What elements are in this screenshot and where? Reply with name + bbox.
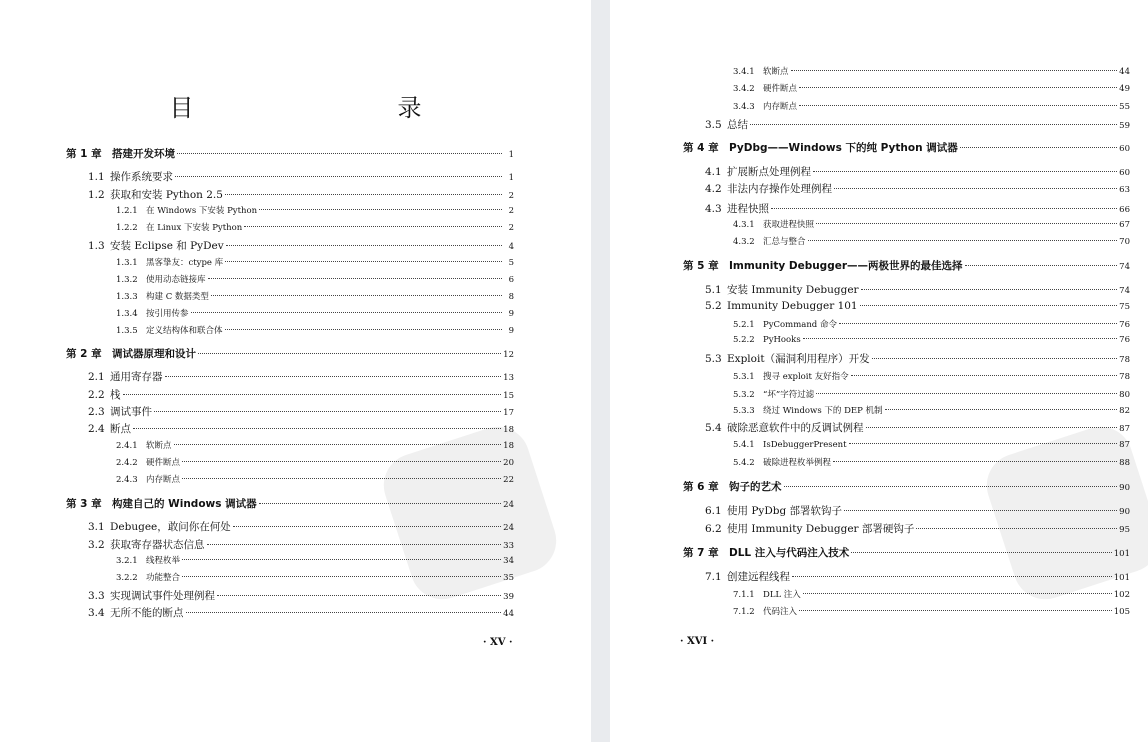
- toc-text: PyHooks: [763, 335, 801, 345]
- toc-leader-dots: [866, 427, 1118, 428]
- toc-text: 黑客挚友：ctype 库: [146, 258, 224, 268]
- toc-leader-dots: [244, 226, 502, 227]
- toc-subsection: [116, 324, 514, 336]
- toc-text: 使用 Immunity Debugger 部署硬钩子: [727, 523, 915, 535]
- toc-subsection: [116, 273, 514, 285]
- toc-leader-dots: [916, 528, 1117, 529]
- toc-page-number: 18: [503, 441, 514, 451]
- toc-page-number: 76: [1119, 320, 1130, 330]
- toc-page-number: 6: [508, 275, 514, 285]
- toc-number: 1.2.1: [116, 206, 138, 216]
- toc-leader-dots: [174, 444, 502, 445]
- toc-text: 搜寻 exploit 友好指令: [763, 372, 849, 382]
- toc-leader-dots: [872, 358, 1118, 359]
- toc-leader-dots: [211, 295, 502, 296]
- toc-chapter: [683, 545, 1130, 560]
- toc-leader-dots: [792, 576, 1112, 577]
- toc-text: 内存断点: [146, 475, 181, 485]
- toc-number: 5.3.1: [733, 372, 755, 382]
- toc-page-number: 87: [1119, 424, 1130, 434]
- toc-section: [88, 519, 514, 534]
- toc-page-number: 8: [508, 292, 514, 302]
- toc-number: 3.2: [88, 539, 105, 551]
- toc-number: 5.2: [705, 300, 722, 312]
- toc-section: [705, 569, 1130, 584]
- toc-number: 5.1: [705, 284, 722, 296]
- toc-text: 进程快照: [727, 203, 769, 215]
- toc-section: [88, 238, 514, 253]
- toc-text: 扩展断点处理例程: [727, 166, 811, 178]
- toc-page-number: 95: [1119, 525, 1130, 535]
- toc-text: 按引用传参: [146, 309, 189, 319]
- toc-chapter: [66, 146, 514, 161]
- toc-section: [705, 521, 1130, 536]
- toc-leader-dots: [191, 312, 502, 313]
- toc-number: 第 6 章: [683, 481, 719, 493]
- toc-page-number: 2: [508, 223, 514, 233]
- toc-number: 4.3.2: [733, 237, 755, 247]
- toc-leader-dots: [799, 87, 1117, 88]
- toc-text: 安装 Eclipse 和 PyDev: [110, 240, 224, 252]
- toc-text: 硬件断点: [146, 458, 181, 468]
- toc-section: [705, 181, 1130, 196]
- toc-number: 5.3.3: [733, 406, 755, 416]
- toc-number: 1.3.2: [116, 275, 138, 285]
- toc-leader-dots: [175, 176, 502, 177]
- toc-page-number: 44: [503, 609, 514, 619]
- toc-subsection: [116, 456, 514, 468]
- toc-text: 汇总与整合: [763, 237, 806, 247]
- toc-leader-dots: [208, 278, 502, 279]
- toc-number: 3.4: [88, 607, 105, 619]
- toc-subsection: [116, 204, 514, 216]
- toc-leader-dots: [207, 544, 502, 545]
- toc-chapter: [66, 346, 514, 361]
- toc-page-number: 88: [1119, 458, 1130, 468]
- toc-text: 线程枚举: [146, 556, 181, 566]
- toc-number: 5.2.1: [733, 320, 755, 330]
- toc-subsection: [116, 571, 514, 583]
- toc-leader-dots: [123, 394, 502, 395]
- toc-leader-dots: [833, 461, 1117, 462]
- toc-number: 4.3.1: [733, 220, 755, 230]
- toc-leader-dots: [771, 208, 1117, 209]
- toc-leader-dots: [965, 265, 1118, 266]
- toc-leader-dots: [799, 105, 1117, 106]
- toc-leader-dots: [851, 552, 1112, 553]
- toc-leader-dots: [849, 443, 1118, 444]
- toc-chapter: [683, 479, 1130, 494]
- toc-leader-dots: [750, 124, 1117, 125]
- toc-number: 4.2: [705, 183, 722, 195]
- toc-subsection: [116, 290, 514, 302]
- toc-section: [705, 164, 1130, 179]
- toc-subsection: [733, 100, 1130, 112]
- toc-page-number: 105: [1113, 607, 1130, 617]
- toc-subsection: [733, 588, 1130, 600]
- toc-subsection: [733, 456, 1130, 468]
- toc-subsection: [116, 221, 514, 233]
- toc-number: 7.1.1: [733, 590, 755, 600]
- toc-text: 在 Windows 下安装 Python: [146, 206, 258, 216]
- toc-page-number: 74: [1119, 262, 1130, 272]
- toc-text: 实现调试事件处理例程: [110, 590, 215, 602]
- toc-text: 操作系统要求: [110, 171, 173, 183]
- toc-subsection: [733, 388, 1130, 400]
- toc-text: 破除恶意软件中的反调试例程: [727, 422, 864, 434]
- toc-text: 获取寄存器状态信息: [110, 539, 205, 551]
- toc-page-number: 101: [1113, 573, 1130, 583]
- toc-number: 3.2.1: [116, 556, 138, 566]
- toc-page-number: 60: [1119, 168, 1130, 178]
- toc-number: 6.1: [705, 505, 722, 517]
- toc-leader-dots: [177, 153, 502, 154]
- toc-page-number: 1: [508, 150, 514, 160]
- toc-text: 软断点: [146, 441, 172, 451]
- toc-number: 2.4.3: [116, 475, 138, 485]
- toc-subsection: [733, 65, 1130, 77]
- toc-leader-dots: [165, 376, 502, 377]
- toc-text: Exploit（漏洞利用程序）开发: [727, 353, 870, 365]
- toc-number: 4.1: [705, 166, 722, 178]
- toc-number: 2.4.2: [116, 458, 138, 468]
- toc-page-number: 13: [503, 373, 514, 383]
- toc-subsection: [733, 404, 1130, 416]
- toc-page-number: 76: [1119, 335, 1130, 345]
- toc-text: 总结: [727, 119, 748, 131]
- toc-page-number: 49: [1119, 84, 1130, 94]
- toc-page-number: 17: [503, 408, 514, 418]
- toc-leader-dots: [808, 240, 1118, 241]
- toc-page-number: 67: [1119, 220, 1130, 230]
- toc-leader-dots: [225, 261, 502, 262]
- toc-text: 创建远程线程: [727, 571, 790, 583]
- toc-text: 绕过 Windows 下的 DEP 机制: [763, 406, 883, 416]
- toc-leader-dots: [851, 375, 1118, 376]
- toc-leader-dots: [839, 323, 1117, 324]
- toc-page-number: 80: [1119, 390, 1130, 400]
- toc-page-number: 15: [503, 391, 514, 401]
- toc-leader-dots: [861, 289, 1118, 290]
- toc-number: 2.1: [88, 371, 105, 383]
- toc-text: 安装 Immunity Debugger: [727, 284, 859, 296]
- toc-text: 断点: [110, 423, 131, 435]
- toc-number: 1.2: [88, 189, 105, 201]
- toc-number: 第 7 章: [683, 547, 719, 559]
- toc-text: Immunity Debugger——两极世界的最佳选择: [729, 260, 963, 272]
- toc-subsection: [116, 439, 514, 451]
- toc-page-number: 9: [508, 309, 514, 319]
- toc-leader-dots: [259, 503, 502, 504]
- toc-page-number: 12: [503, 350, 514, 360]
- toc-text: Immunity Debugger 101: [727, 300, 858, 312]
- toc-leader-dots: [182, 478, 501, 479]
- toc-page-number: 9: [508, 326, 514, 336]
- toc-number: 5.2.2: [733, 335, 755, 345]
- toc-page-number: 101: [1113, 549, 1130, 559]
- toc-text: 在 Linux 下安装 Python: [146, 223, 243, 233]
- toc-text: 构建自己的 Windows 调试器: [112, 498, 257, 510]
- toc-page-number: 70: [1119, 237, 1130, 247]
- toc-number: 5.3.2: [733, 390, 755, 400]
- toc-number: 1.3.3: [116, 292, 138, 302]
- toc-text: 获取进程快照: [763, 220, 815, 230]
- toc-number: 3.5: [705, 119, 722, 131]
- toc-subsection: [116, 554, 514, 566]
- toc-text: 钩子的艺术: [729, 481, 782, 493]
- toc-page-number: 33: [503, 541, 514, 551]
- toc-number: 第 2 章: [66, 348, 102, 360]
- toc-title: 目 录: [169, 94, 474, 122]
- toc-page-number: 75: [1119, 302, 1130, 312]
- toc-subsection: [733, 370, 1130, 382]
- toc-text: 功能整合: [146, 573, 181, 583]
- toc-number: 5.4: [705, 422, 722, 434]
- toc-section: [88, 421, 514, 436]
- toc-text: 搭建开发环境: [112, 148, 175, 160]
- toc-leader-dots: [799, 610, 1112, 611]
- toc-text: 硬件断点: [763, 84, 798, 94]
- toc-section: [705, 420, 1130, 435]
- toc-page-number: 78: [1119, 355, 1130, 365]
- toc-leader-dots: [834, 188, 1117, 189]
- toc-subsection: [116, 307, 514, 319]
- toc-page-number: 18: [503, 425, 514, 435]
- toc-leader-dots: [803, 593, 1112, 594]
- toc-leader-dots: [813, 171, 1117, 172]
- toc-number: 1.2.2: [116, 223, 138, 233]
- toc-number: 3.4.1: [733, 67, 755, 77]
- toc-page-number: 66: [1119, 205, 1130, 215]
- toc-page-number: 5: [508, 258, 514, 268]
- toc-page-number: 102: [1113, 590, 1130, 600]
- toc-text: PyDbg——Windows 下的纯 Python 调试器: [729, 142, 958, 154]
- toc-subsection: [733, 318, 1130, 330]
- toc-page-number: 60: [1119, 144, 1130, 154]
- toc-page-number: 4: [508, 242, 514, 252]
- toc-number: 7.1: [705, 571, 722, 583]
- toc-page-number: 78: [1119, 372, 1130, 382]
- toc-leader-dots: [225, 194, 502, 195]
- page-footer-right: · XVI ·: [680, 636, 715, 647]
- toc-number: 3.2.2: [116, 573, 138, 583]
- toc-page-number: 87: [1119, 440, 1130, 450]
- toc-number: 5.3: [705, 353, 722, 365]
- toc-number: 5.4.2: [733, 458, 755, 468]
- toc-page-number: 24: [503, 500, 514, 510]
- toc-section: [88, 588, 514, 603]
- toc-number: 第 3 章: [66, 498, 102, 510]
- toc-page-number: 24: [503, 523, 514, 533]
- page-footer-left: · XV ·: [483, 637, 513, 648]
- toc-number: 6.2: [705, 523, 722, 535]
- toc-section: [88, 404, 514, 419]
- toc-text: 构建 C 数据类型: [146, 292, 209, 302]
- toc-number: 第 1 章: [66, 148, 102, 160]
- toc-section: [88, 369, 514, 384]
- toc-text: PyCommand 命令: [763, 320, 837, 330]
- toc-text: 非法内存操作处理例程: [727, 183, 832, 195]
- toc-number: 2.4: [88, 423, 105, 435]
- toc-leader-dots: [844, 510, 1117, 511]
- toc-number: 2.2: [88, 389, 105, 401]
- toc-section: [705, 300, 1130, 312]
- toc-section: [88, 537, 514, 552]
- toc-page-number: 44: [1119, 67, 1130, 77]
- toc-leader-dots: [784, 486, 1118, 487]
- toc-number: 2.3: [88, 406, 105, 418]
- toc-subsection: [733, 82, 1130, 94]
- toc-page-number: 22: [503, 475, 514, 485]
- toc-leader-dots: [791, 70, 1118, 71]
- toc-subsection: [733, 335, 1130, 345]
- toc-number: 第 5 章: [683, 260, 719, 272]
- toc-page-number: 2: [508, 191, 514, 201]
- toc-number: 1.3: [88, 240, 105, 252]
- toc-leader-dots: [198, 353, 501, 354]
- toc-text: 代码注入: [763, 607, 798, 617]
- toc-page-number: 39: [503, 592, 514, 602]
- toc-page-number: 90: [1119, 483, 1130, 493]
- toc-leader-dots: [186, 612, 502, 613]
- toc-chapter: [683, 140, 1130, 155]
- toc-number: 5.4.1: [733, 440, 755, 450]
- toc-page-number: 20: [503, 458, 514, 468]
- toc-leader-dots: [225, 329, 502, 330]
- toc-leader-dots: [803, 338, 1117, 339]
- toc-text: 无所不能的断点: [110, 607, 184, 619]
- toc-chapter: [683, 258, 1130, 273]
- toc-subsection: [733, 235, 1130, 247]
- right-page: [610, 0, 1148, 742]
- toc-leader-dots: [154, 411, 501, 412]
- toc-number: 4.3: [705, 203, 722, 215]
- toc-subsection: [116, 256, 514, 268]
- toc-number: 2.4.1: [116, 441, 138, 451]
- toc-number: 1.1: [88, 171, 105, 183]
- toc-leader-dots: [233, 526, 501, 527]
- toc-page-number: 74: [1119, 286, 1130, 296]
- toc-leader-dots: [860, 305, 1118, 306]
- toc-number: 3.4.2: [733, 84, 755, 94]
- toc-text: DLL 注入: [763, 590, 801, 600]
- toc-number: 1.3.1: [116, 258, 138, 268]
- toc-section: [88, 605, 514, 620]
- toc-text: Debugee，敢问你在何处: [110, 521, 231, 533]
- toc-text: DLL 注入与代码注入技术: [729, 547, 850, 559]
- toc-text: 调试事件: [110, 406, 152, 418]
- toc-text: 使用 PyDbg 部署软钩子: [727, 505, 843, 517]
- toc-text: 定义结构体和联合体: [146, 326, 223, 336]
- toc-text: IsDebuggerPresent: [763, 440, 847, 450]
- toc-text: 通用寄存器: [110, 371, 163, 383]
- toc-chapter: [66, 496, 514, 511]
- toc-page-number: 35: [503, 573, 514, 583]
- toc-page-number: 63: [1119, 185, 1130, 195]
- toc-text: “坏”字符过滤: [763, 390, 815, 400]
- toc-leader-dots: [182, 559, 501, 560]
- toc-leader-dots: [133, 428, 501, 429]
- toc-page-number: 2: [508, 206, 514, 216]
- toc-leader-dots: [960, 147, 1117, 148]
- toc-page-number: 34: [503, 556, 514, 566]
- toc-leader-dots: [217, 595, 501, 596]
- toc-page-number: 59: [1119, 121, 1130, 131]
- toc-section: [705, 117, 1130, 132]
- toc-text: 使用动态链接库: [146, 275, 206, 285]
- toc-number: 3.3: [88, 590, 105, 602]
- toc-number: 1.3.5: [116, 326, 138, 336]
- toc-leader-dots: [182, 576, 501, 577]
- toc-number: 3.4.3: [733, 102, 755, 112]
- toc-page-number: 55: [1119, 102, 1130, 112]
- toc-leader-dots: [816, 393, 1117, 394]
- toc-text: 栈: [110, 389, 121, 401]
- toc-text: 内存断点: [763, 102, 798, 112]
- toc-leader-dots: [226, 245, 502, 246]
- toc-leader-dots: [816, 223, 1117, 224]
- toc-number: 3.1: [88, 521, 105, 533]
- toc-text: 软断点: [763, 67, 789, 77]
- toc-text: 获取和安装 Python 2.5: [110, 189, 223, 201]
- toc-subsection: [733, 218, 1130, 230]
- toc-subsection: [116, 473, 514, 485]
- toc-number: 7.1.2: [733, 607, 755, 617]
- toc-section: [88, 387, 514, 402]
- toc-section: [88, 187, 514, 202]
- toc-leader-dots: [885, 409, 1118, 410]
- toc-section: [705, 282, 1130, 297]
- toc-number: 1.3.4: [116, 309, 138, 319]
- toc-page-number: 82: [1119, 406, 1130, 416]
- toc-number: 第 4 章: [683, 142, 719, 154]
- toc-leader-dots: [182, 461, 501, 462]
- toc-section: [705, 201, 1130, 216]
- toc-section: [705, 503, 1130, 518]
- toc-section: [88, 169, 514, 184]
- toc-subsection: [733, 440, 1130, 450]
- toc-section: [705, 351, 1130, 366]
- toc-page-number: 1: [508, 173, 514, 183]
- toc-text: 调试器原理和设计: [112, 348, 196, 360]
- toc-page-number: 90: [1119, 507, 1130, 517]
- toc-text: 破除进程枚举例程: [763, 458, 832, 468]
- toc-leader-dots: [259, 209, 502, 210]
- toc-subsection: [733, 605, 1130, 617]
